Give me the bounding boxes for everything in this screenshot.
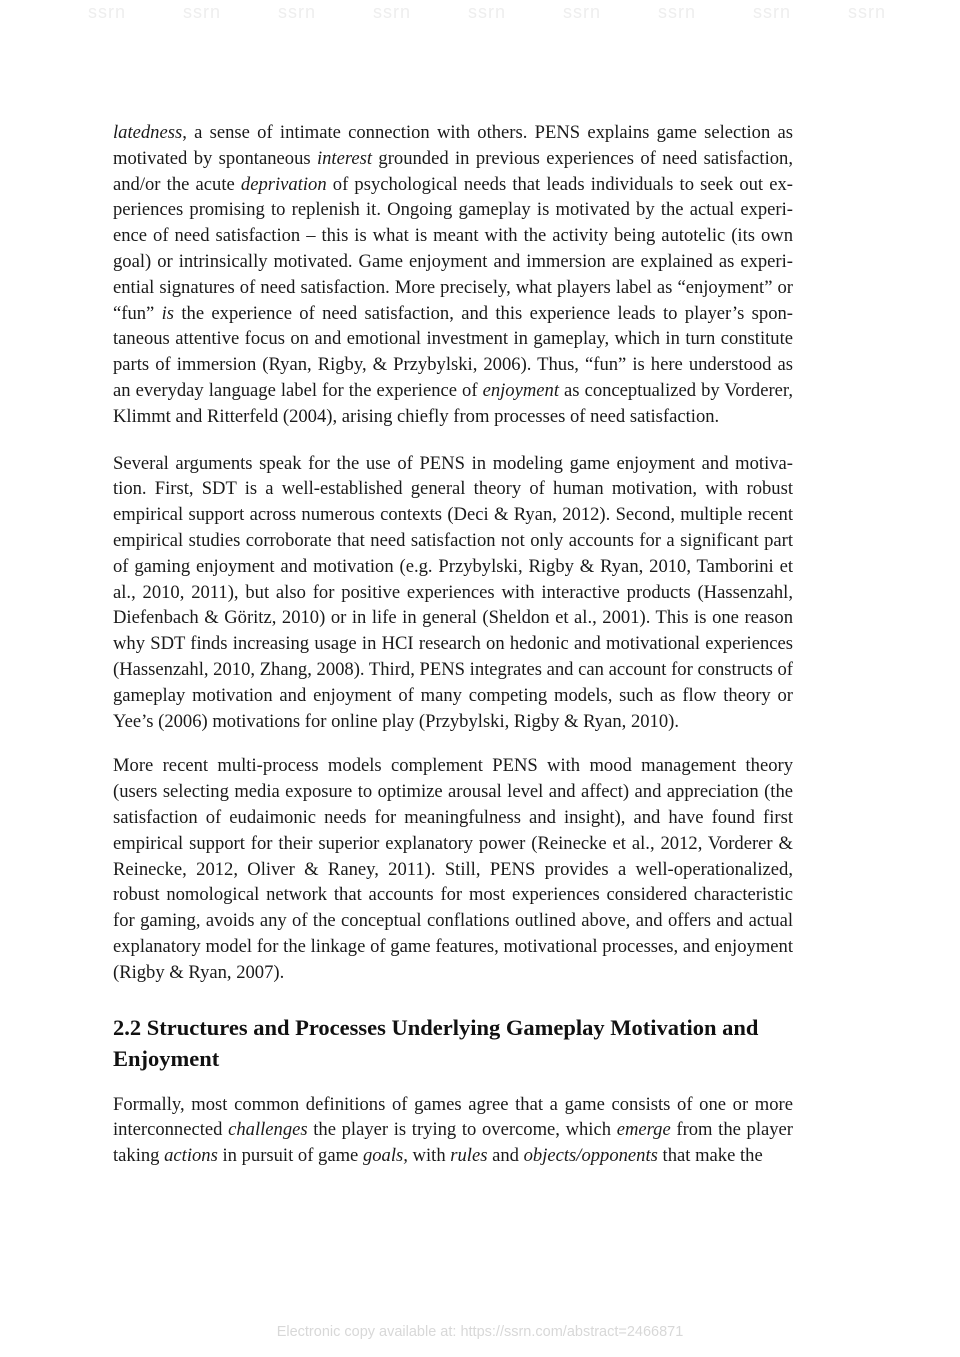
text-run: and <box>487 1145 524 1167</box>
section-heading: 2.2 Structures and Processes Underlying Gameplay Motivation and Enjoyment <box>113 1014 759 1071</box>
footer-availability-note: Electronic copy available at: https://ssrn.com/abstract=2466871 <box>276 1324 684 1340</box>
body-paragraph-1 <box>113 120 793 430</box>
italic-run: challenges <box>228 1119 308 1141</box>
text-run: , a sense of intimate connection with others. PENS explains game selection as motivated by spontaneous <box>113 122 793 169</box>
text-run: Several arguments speak for the use of PENS in modeling game enjoyment and motivation. First, SDT is a well-established general theory of human motivation, with robust empirical support across numerous contexts (Deci & Ryan, 2012). Second, multiple recent empirical studies corroborate that need satisfaction not only accounts for a significant part of gaming enjoyment and motivation (e.g. Przybylski, Rigby & Ryan, 2010, Tamborini et al., 2010, 2011), but also for positive experiences with interactive products (Hassenzahl, Diefenbach & Göritz, 2010) or in life in general (Sheldon et al., 2001). This is one reason why SDT finds increasing usage in HCI research on hedonic and motivational experiences (Hassenzahl, 2010, Zhang, 2008). Third, PENS integrates and can account for constructs of gameplay motivation and enjoyment of many competing models, such as flow theory or Yee’s (2006) motivations for online play (Przybylski, Rigby & Ryan, 2010). <box>113 452 793 732</box>
text-run: of psychological needs that leads individuals to seek out experiences promising to replenish it. Ongoing gameplay is motivated by the actual experience of need satisfaction – this is what is meant with the activity being autotelic (its own goal) or intrinsically motivated. Game enjoyment and immersion are explained as experiential signatures of need satisfaction. More precisely, what players label as “enjoyment” or “fun” <box>113 173 793 324</box>
italic-run: emerge <box>616 1119 671 1141</box>
body-paragraph-4 <box>113 1092 793 1169</box>
text-run: with <box>407 1145 451 1167</box>
text-run: from the player taking <box>113 1119 793 1167</box>
watermark-text: ssrn <box>658 2 697 22</box>
watermark-text: ssrn <box>563 2 602 22</box>
text-run: in pursuit of game <box>217 1145 363 1167</box>
italic-run: actions <box>164 1145 218 1167</box>
text-run: More recent multi-process models complement PENS with mood management theory (users selecting media exposure to optimize arousal level and affect) and appreciation (the satisfaction of eudaimonic needs for meaningfulness and insight), and have found first empirical support for their superior explanatory power (Reinecke et al., 2012, Vorderer & Reinecke, 2012, Oliver & Raney, 2011). Still, PENS provides a well-operationalized, robust nomological network that accounts for most experiences considered characteristic for gaming, avoids any of the conceptual conflations outlined above, and offers and actual explanatory model for the linkage of game features, motivational processes, and enjoyment (Rigby & Ryan, 2007). <box>113 755 793 983</box>
page-body <box>113 120 793 1169</box>
body-paragraph-3 <box>113 753 793 985</box>
italic-run: deprivation <box>240 173 327 195</box>
watermark-text: ssrn <box>753 2 792 22</box>
italic-run: enjoyment <box>482 379 560 401</box>
text-run: the player is trying to overcome, which <box>307 1119 617 1141</box>
italic-run: goals, <box>362 1145 408 1167</box>
italic-run: rules <box>450 1145 488 1167</box>
watermark-text: ssrn <box>278 2 317 22</box>
text-run: grounded in previous experiences of need satisfaction, and/or the acute <box>113 147 793 195</box>
watermark-text: ssrn <box>183 2 222 22</box>
text-run: Formally, most common definitions of games agree that a game consists of one or more interconnected <box>113 1093 793 1141</box>
watermark-text: ssrn <box>848 2 887 22</box>
italic-run: interest <box>316 147 373 169</box>
watermark-text: ssrn <box>88 2 127 22</box>
watermark-text: ssrn <box>468 2 507 22</box>
text-run: that make the <box>657 1145 763 1167</box>
watermark-text: ssrn <box>373 2 412 22</box>
text-run: as conceptualized by Vorderer, Klimmt and Ritterfeld (2004), arising chiefly from processes of need satisfaction. <box>113 379 793 427</box>
italic-run: latedness <box>113 122 183 143</box>
watermark-strip <box>0 0 960 30</box>
text-run: the experience of need satisfaction, and this experience leads to player’s spontaneous attentive focus on and emotional investment in gameplay, which in turn constitute parts of immersion (Ryan, Rigby, & Przybylski, 2006). Thus, “fun” is here understood as an everyday language label for the experience of <box>113 302 793 401</box>
italic-run: objects/opponents <box>523 1145 658 1167</box>
body-paragraph-2 <box>113 451 793 735</box>
italic-run: is <box>161 302 175 324</box>
